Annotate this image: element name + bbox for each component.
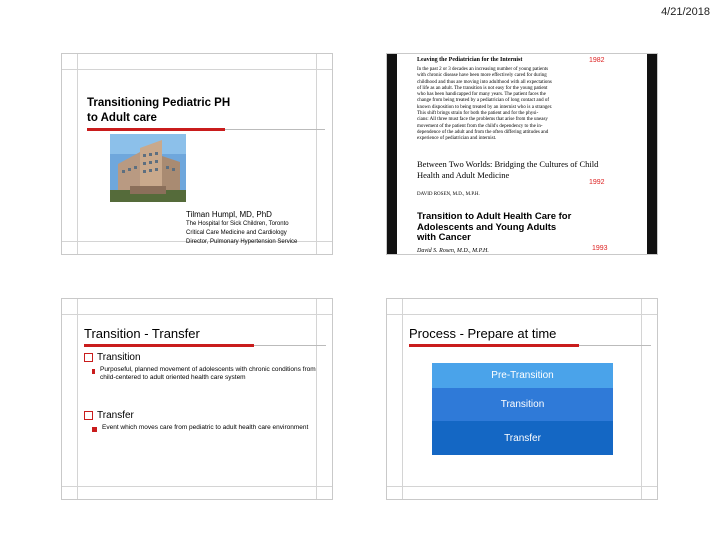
slide-4 xyxy=(386,298,658,500)
body-line: change from being treated by a pediatrician of long contact and of xyxy=(417,98,550,104)
article-3-title xyxy=(417,212,571,244)
article-3-author: David S. Rosen, M.D., M.P.H. xyxy=(417,248,489,254)
article-1-body xyxy=(417,67,642,143)
sub-bullet-icon xyxy=(92,369,95,374)
stage-pre-transition: Pre-Transition xyxy=(432,363,613,388)
bullet-label: Transfer xyxy=(97,410,134,421)
slide-3 xyxy=(61,298,333,500)
title-rule xyxy=(254,345,326,346)
sub-bullet-text: Purposeful, planned movement of adolescents with chronic conditions from child-centered to adult oriented health care system xyxy=(99,366,316,381)
title-rule xyxy=(225,129,325,130)
article-3-title-line-1: Transition to Adult Health Care for xyxy=(417,211,572,222)
article-1-year: 1982 xyxy=(589,57,605,64)
sub-bullet-transition xyxy=(92,366,317,382)
stage-transition: Transition xyxy=(432,388,613,421)
body-line: who has been handicapped for many years. The patient faces the xyxy=(417,92,546,98)
sub-bullet-transfer xyxy=(92,424,317,432)
article-3-year: 1993 xyxy=(592,245,608,252)
slide-title: Transition - Transfer xyxy=(84,326,200,341)
slide-2 xyxy=(386,53,658,255)
body-line: of life as an adult. The transition is not easy for the young patient xyxy=(417,85,548,91)
square-bullet-icon xyxy=(84,411,93,420)
article-3-title-line-3: with Cancer xyxy=(417,232,471,243)
bullet-transition xyxy=(84,352,141,363)
title-rule xyxy=(579,345,651,346)
square-bullet-icon xyxy=(84,353,93,362)
article-1-title: Leaving the Pediatrician for the Internist xyxy=(417,57,523,63)
article-2-title xyxy=(417,159,598,181)
slide-title-line-1: Transitioning Pediatric PH xyxy=(87,97,231,109)
article-page xyxy=(397,54,647,254)
body-line: In the past 2 or 3 decades an increasing number of young patients xyxy=(417,67,549,72)
affiliation-1: The Hospital for Sick Children, Toronto xyxy=(186,221,289,227)
article-2-title-line-2: Health and Adult Medicine xyxy=(417,170,510,180)
body-line: movement of the patient from the child's dependency to the in- xyxy=(417,123,543,129)
body-line: experience of pediatrician and internist. xyxy=(417,136,497,142)
body-line: childhood and thus are moving into adulthood with all expectations xyxy=(417,79,552,85)
sub-bullet-icon xyxy=(92,427,97,432)
affiliation-2: Critical Care Medicine and Cardiology xyxy=(186,230,287,236)
body-line: cians: All three must face the problems that arise from the uneasy xyxy=(417,117,548,123)
bullet-label: Transition xyxy=(97,352,141,363)
sub-bullet-text: Event which moves care from pediatric to adult health care environment xyxy=(102,424,309,431)
slide-1 xyxy=(61,53,333,255)
slide-title-line-2: to Adult care xyxy=(87,112,157,124)
article-2-author: DAVID ROSEN, M.D., M.P.H. xyxy=(417,192,480,197)
affiliation-3: Director, Pulmonary Hypertension Service xyxy=(186,239,298,245)
hospital-photo xyxy=(110,134,186,202)
slide-title xyxy=(87,96,230,126)
page-date: 4/21/2018 xyxy=(661,6,710,18)
title-underline xyxy=(409,344,579,347)
article-2-year: 1992 xyxy=(589,179,605,186)
body-line: dependence of the adult and from the often differing attitudes and xyxy=(417,129,549,135)
presenter-name: Tilman Humpl, MD, PhD xyxy=(186,210,272,219)
body-line: known disposition to being treated by an internist who is a stranger. xyxy=(417,104,553,110)
body-line: This shift brings strain for both the patient and for the physi- xyxy=(417,111,539,117)
body-line: with chronic disease have been more effectively cared for during xyxy=(417,73,547,79)
article-2-title-line-1: Between Two Worlds: Bridging the Cultures of Child xyxy=(417,159,599,169)
stage-transfer: Transfer xyxy=(432,421,613,455)
process-stack xyxy=(432,363,613,455)
bullet-transfer xyxy=(84,410,134,421)
slide-title: Process - Prepare at time xyxy=(409,326,557,341)
article-3-title-line-2: Adolescents and Young Adults xyxy=(417,221,557,233)
title-underline xyxy=(84,344,254,347)
title-underline xyxy=(87,128,225,131)
